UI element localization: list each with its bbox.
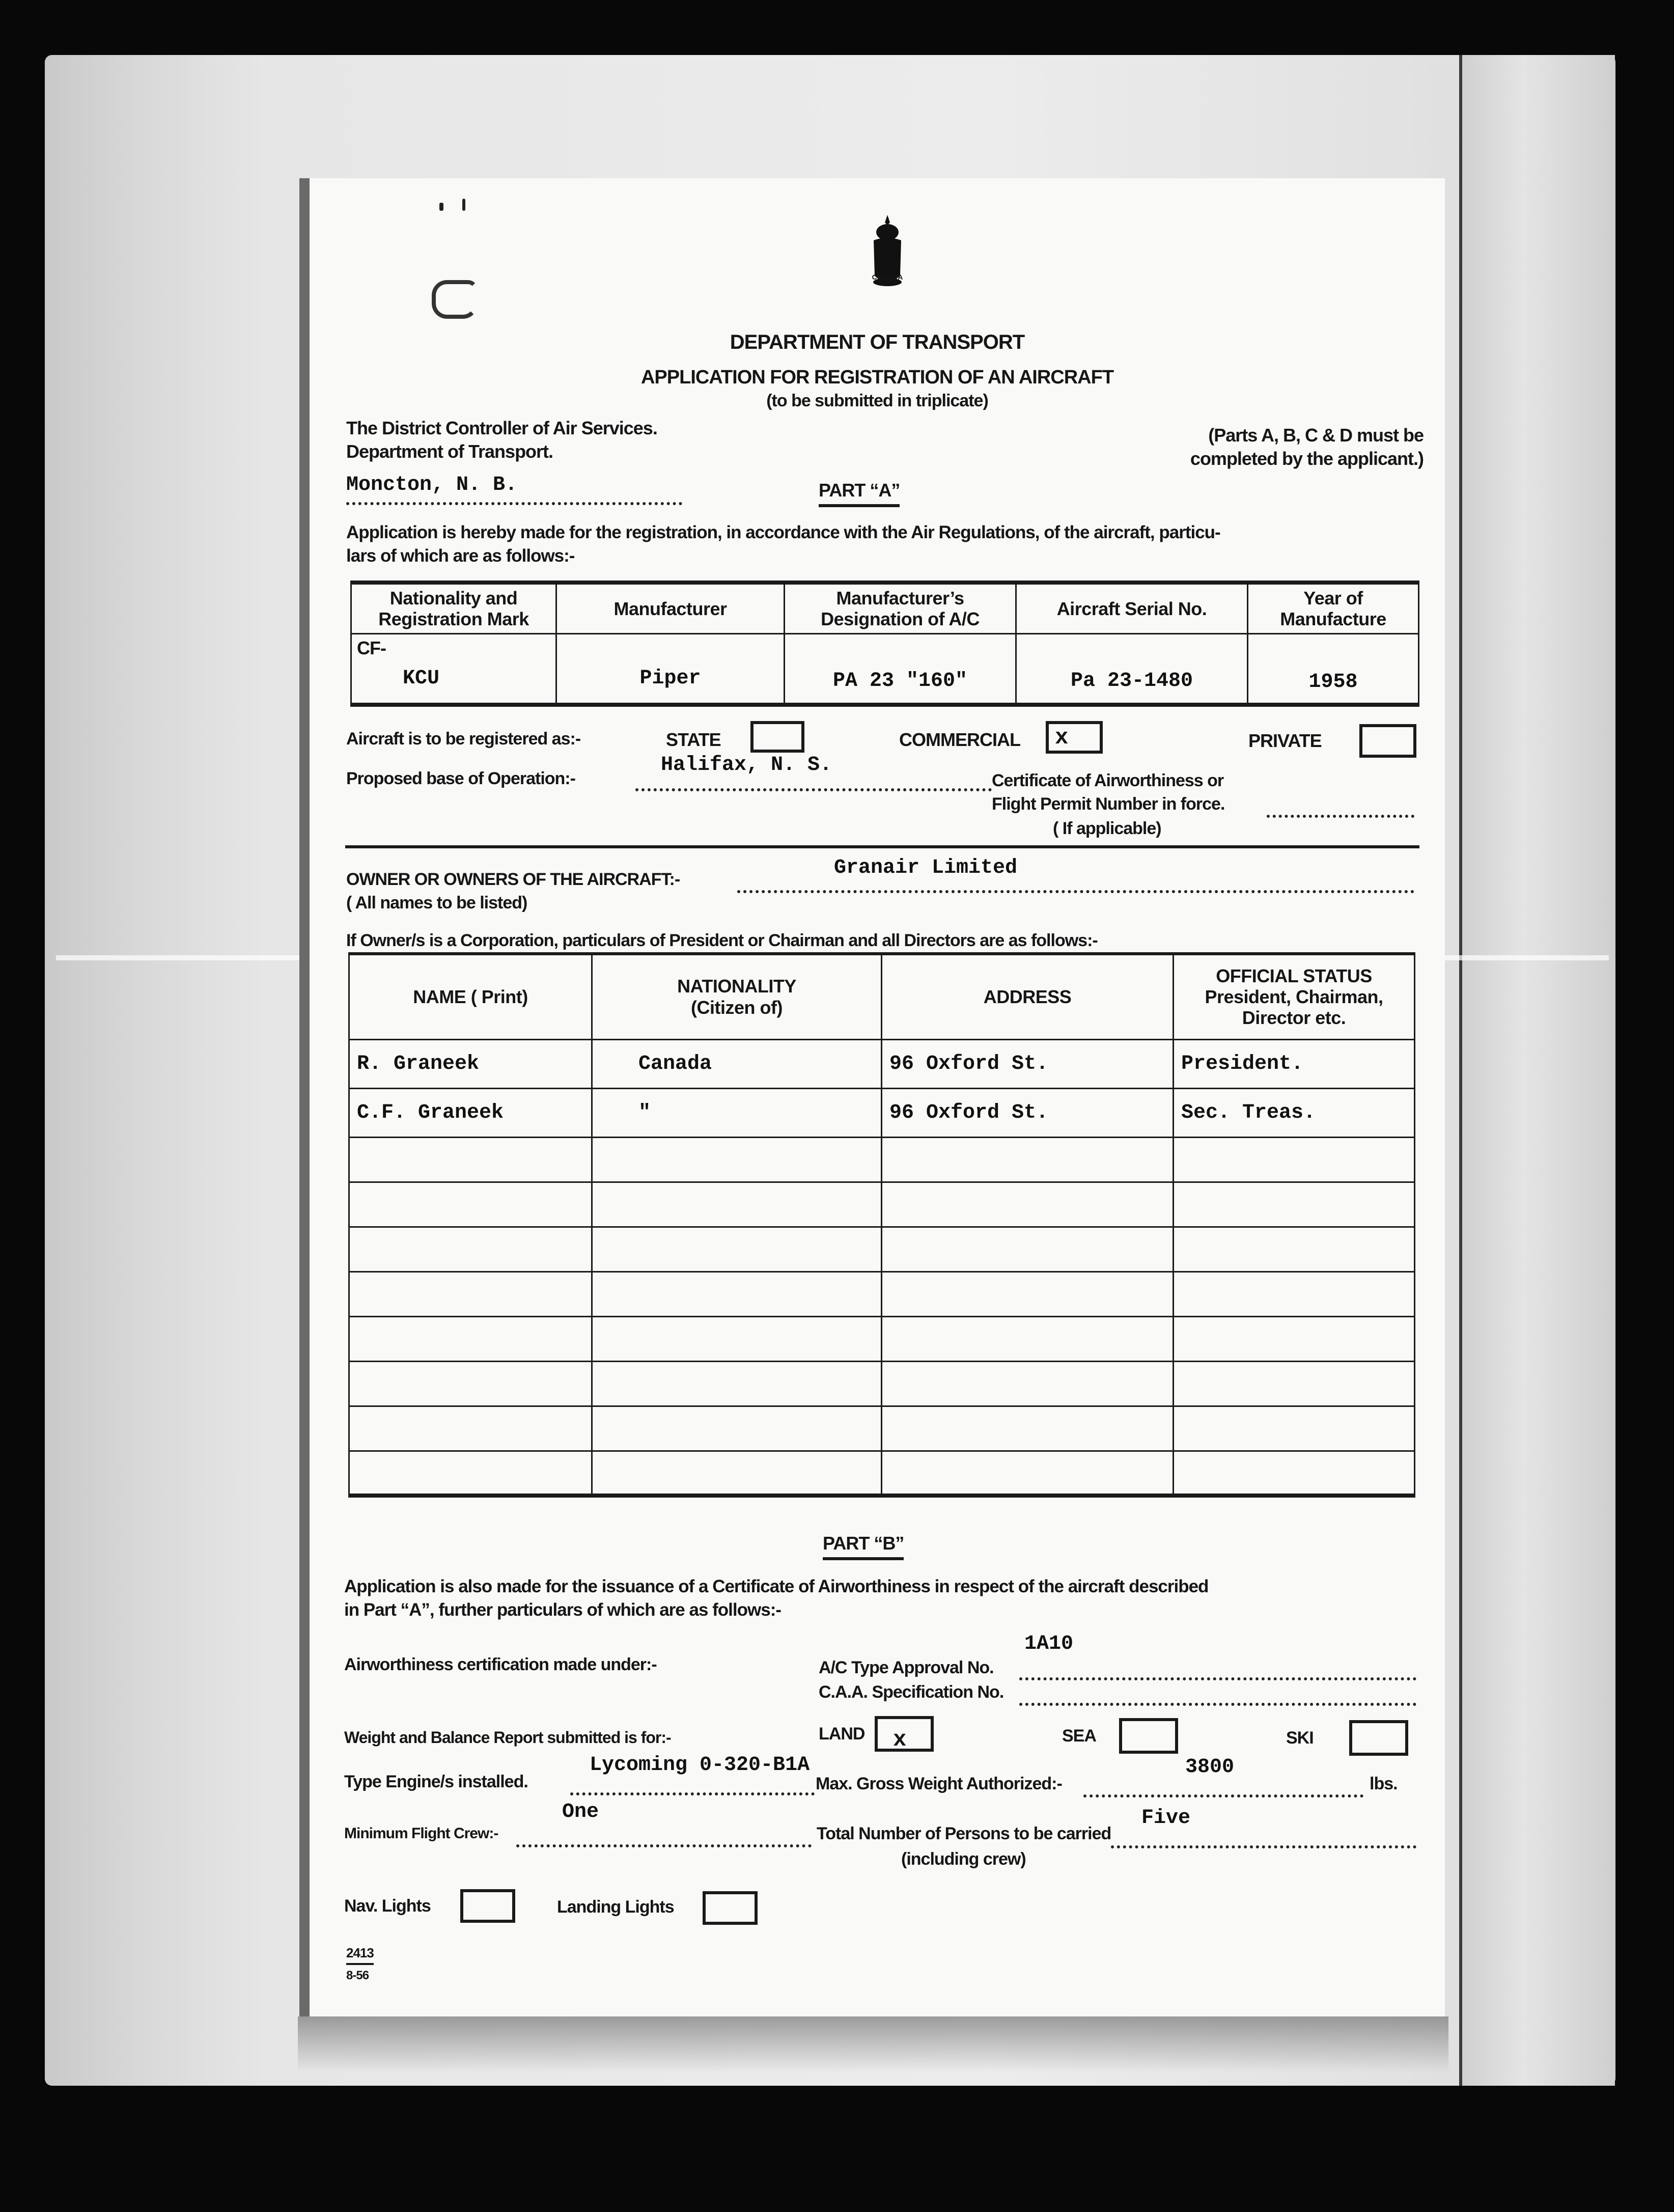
part-b-intro-line-2: in Part “A”, further particulars of which are as follows:-: [344, 1600, 781, 1620]
director-address-cell[interactable]: [882, 1361, 1174, 1406]
header-nationality-line-2: (Citizen of): [691, 997, 783, 1018]
stray-ink-marks: [462, 199, 465, 211]
director-nationality-cell[interactable]: [592, 1271, 882, 1316]
header-year: Year of Manufacture: [1248, 583, 1419, 633]
header-official-status: [1174, 954, 1415, 1039]
director-status-value: Sec. Treas.: [1181, 1101, 1316, 1124]
land-checkbox-mark: x: [893, 1727, 907, 1753]
director-row: [349, 1316, 1415, 1361]
gross-weight-field[interactable]: [1083, 1756, 1363, 1798]
director-nationality-value: Canada: [638, 1052, 712, 1075]
caa-spec-field[interactable]: [1019, 1680, 1416, 1706]
location-value: Moncton, N. B.: [346, 474, 518, 496]
serial-no-cell[interactable]: [1016, 633, 1248, 705]
director-address-cell[interactable]: [882, 1271, 1174, 1316]
director-row: [349, 1451, 1415, 1496]
header-address-line-1: ADDRESS: [983, 986, 1072, 1008]
commercial-checkbox-mark: x: [1055, 725, 1069, 751]
director-row: [349, 1137, 1415, 1182]
nav-lights-label: Nav. Lights: [344, 1896, 431, 1916]
type-approval-label: A/C Type Approval No.: [819, 1658, 994, 1677]
sea-checkbox[interactable]: [1119, 1718, 1178, 1754]
director-status-cell[interactable]: [1174, 1088, 1415, 1137]
director-nationality-cell[interactable]: [592, 1137, 882, 1182]
stray-ink-marks: [439, 203, 443, 211]
type-approval-field[interactable]: [1019, 1633, 1416, 1680]
header-status-line-2: President, Chairman,: [1205, 986, 1383, 1008]
form-title: APPLICATION FOR REGISTRATION OF AN AIRCRAFT: [640, 367, 1114, 388]
engine-label: Type Engine/s installed.: [344, 1772, 528, 1791]
director-name-value: R. Graneek: [357, 1052, 480, 1075]
header-status-line-3: Director etc.: [1242, 1007, 1346, 1029]
director-nationality-cell[interactable]: [592, 1361, 882, 1406]
land-label: LAND: [819, 1724, 865, 1744]
director-name-cell[interactable]: [349, 1406, 592, 1451]
scan-backing-right-strip: [1462, 55, 1615, 2086]
paper-clip-mark: [432, 280, 478, 319]
owners-field[interactable]: [737, 856, 1414, 893]
director-address-cell[interactable]: [882, 1406, 1174, 1451]
min-crew-field[interactable]: [516, 1801, 812, 1847]
director-status-cell[interactable]: [1174, 1137, 1415, 1182]
certificate-label-line-2: Flight Permit Number in force.: [992, 794, 1225, 814]
aircraft-particulars-table: [350, 580, 1419, 707]
director-name-cell[interactable]: [349, 1039, 592, 1088]
department-heading: DEPARTMENT OF TRANSPORT: [730, 331, 1025, 353]
year-cell[interactable]: [1248, 633, 1419, 705]
director-status-cell[interactable]: [1174, 1406, 1415, 1451]
director-name-cell[interactable]: [349, 1316, 592, 1361]
director-row: [349, 1182, 1415, 1227]
director-address-value: 96 Oxford St.: [889, 1052, 1049, 1075]
header-designation: Manufacturer’s Designation of A/C: [785, 583, 1016, 633]
landing-lights-label: Landing Lights: [557, 1897, 674, 1917]
director-status-cell[interactable]: [1174, 1182, 1415, 1227]
serial-no-value: Pa 23-1480: [1070, 670, 1193, 693]
part-b-heading: PART “B”: [823, 1533, 904, 1560]
director-status-cell[interactable]: [1174, 1316, 1415, 1361]
header-address: [882, 954, 1174, 1039]
director-row: [349, 1271, 1415, 1316]
base-of-operation-field[interactable]: [635, 754, 992, 791]
director-name-cell[interactable]: [349, 1088, 592, 1137]
header-name: [349, 954, 592, 1039]
director-nationality-cell[interactable]: [592, 1451, 882, 1496]
director-address-cell[interactable]: [882, 1039, 1174, 1088]
director-status-cell[interactable]: [1174, 1361, 1415, 1406]
designation-value: PA 23 "160": [832, 670, 968, 693]
parts-note-line-2: completed by the applicant.): [1190, 448, 1424, 469]
crest-label: CANADA: [872, 273, 903, 281]
landing-lights-checkbox[interactable]: [703, 1891, 758, 1925]
commercial-checkbox[interactable]: [1046, 721, 1103, 754]
director-status-cell[interactable]: [1174, 1271, 1415, 1316]
addressee-line-1: The District Controller of Air Services.: [346, 418, 657, 438]
registration-mark-cell[interactable]: [351, 633, 556, 705]
director-status-value: President.: [1181, 1052, 1304, 1075]
persons-label: Total Number of Persons to be carried: [817, 1824, 1111, 1843]
part-a-intro-line-2: lars of which are as follows:-: [346, 546, 575, 566]
certificate-number-field[interactable]: [1267, 796, 1414, 818]
certificate-label-line-1: Certificate of Airworthiness or: [992, 771, 1224, 790]
land-checkbox[interactable]: [875, 1716, 934, 1752]
director-status-cell[interactable]: [1174, 1451, 1415, 1496]
ski-checkbox[interactable]: [1349, 1720, 1408, 1756]
director-name-cell[interactable]: [349, 1137, 592, 1182]
nav-lights-checkbox[interactable]: [460, 1889, 515, 1923]
form-number: 2413: [346, 1945, 374, 1965]
director-status-cell[interactable]: [1174, 1227, 1415, 1271]
director-nationality-cell[interactable]: [592, 1406, 882, 1451]
certificate-note: ( If applicable): [1053, 819, 1161, 838]
director-address-cell[interactable]: [882, 1316, 1174, 1361]
sea-label: SEA: [1062, 1726, 1096, 1746]
type-approval-value: 1A10: [1024, 1633, 1074, 1655]
director-row: [349, 1406, 1415, 1451]
state-checkbox[interactable]: [750, 721, 804, 753]
min-crew-label: Minimum Flight Crew:-: [344, 1825, 498, 1842]
parts-note-line-1: (Parts A, B, C & D must be: [1208, 425, 1424, 446]
aircraft-table-row: [351, 633, 1419, 705]
director-name-cell[interactable]: [349, 1271, 592, 1316]
location-field[interactable]: [346, 474, 682, 505]
private-checkbox[interactable]: [1359, 724, 1416, 758]
director-nationality-value: ": [638, 1101, 651, 1124]
director-name-cell[interactable]: [349, 1451, 592, 1496]
min-crew-value: One: [562, 1801, 599, 1823]
engine-field[interactable]: [570, 1754, 815, 1795]
header-status-line-1: OFFICIAL STATUS: [1216, 965, 1372, 986]
private-label: PRIVATE: [1248, 730, 1322, 751]
director-address-value: 96 Oxford St.: [889, 1101, 1049, 1124]
director-row: [349, 1361, 1415, 1406]
part-b-intro-line-1: Application is also made for the issuance of a Certificate of Airworthiness in respect of the aircraft described: [344, 1577, 1209, 1596]
header-nationality: [592, 954, 882, 1039]
form-subtitle: (to be submitted in triplicate): [766, 391, 988, 410]
directors-intro: If Owner/s is a Corporation, particulars of President or Chairman and all Directors are as follows:-: [346, 931, 1098, 950]
manufacturer-value: Piper: [639, 667, 701, 690]
director-name-cell[interactable]: [349, 1227, 592, 1271]
directors-table: [348, 952, 1415, 1498]
director-name-cell[interactable]: [349, 1182, 592, 1227]
director-nationality-cell[interactable]: [592, 1227, 882, 1271]
sheet-shadow-left: [299, 178, 310, 2016]
ski-label: SKI: [1286, 1728, 1314, 1748]
nationality-prefix: CF-: [357, 637, 386, 658]
director-address-cell[interactable]: [882, 1182, 1174, 1227]
director-row: [349, 1039, 1415, 1088]
persons-note: (including crew): [901, 1849, 1026, 1869]
gross-weight-unit: lbs.: [1370, 1774, 1398, 1793]
director-address-cell[interactable]: [882, 1451, 1174, 1496]
state-label: STATE: [666, 729, 721, 750]
director-nationality-cell[interactable]: [592, 1182, 882, 1227]
base-of-operation-value: Halifax, N. S.: [661, 754, 832, 777]
persons-value: Five: [1141, 1807, 1191, 1830]
part-a-heading: PART “A”: [819, 480, 900, 507]
director-nationality-cell[interactable]: [592, 1039, 882, 1088]
part-a-intro-line-1: Application is hereby made for the registration, in accordance with the Air Regulations, of the aircraft, particu-: [346, 522, 1220, 542]
certification-label: Airworthiness certification made under:-: [344, 1655, 657, 1674]
director-status-cell[interactable]: [1174, 1039, 1415, 1088]
director-address-cell[interactable]: [882, 1137, 1174, 1182]
director-address-cell[interactable]: [882, 1088, 1174, 1137]
persons-field[interactable]: [1111, 1807, 1416, 1848]
owners-value: Granair Limited: [834, 856, 1018, 879]
application-form-sheet: [310, 178, 1445, 2016]
section-divider: [345, 845, 1419, 848]
commercial-label: COMMERCIAL: [899, 729, 1020, 750]
registration-type-label: Aircraft is to be registered as:-: [346, 729, 581, 749]
form-revision-date: 8-56: [346, 1969, 369, 1982]
director-name-cell[interactable]: [349, 1361, 592, 1406]
header-nationality-line-1: NATIONALITY: [677, 976, 796, 997]
gross-weight-label: Max. Gross Weight Authorized:-: [816, 1774, 1062, 1793]
header-registration-mark: Nationality and Registration Mark: [351, 583, 556, 633]
director-address-cell[interactable]: [882, 1227, 1174, 1271]
aircraft-table-header-row: [351, 583, 1419, 633]
weight-balance-label: Weight and Balance Report submitted is for:-: [344, 1728, 671, 1747]
gross-weight-value: 3800: [1185, 1756, 1235, 1779]
registration-mark-value: KCU: [403, 667, 440, 690]
director-name-value: C.F. Graneek: [357, 1101, 504, 1124]
owners-label: OWNER OR OWNERS OF THE AIRCRAFT:-: [346, 870, 680, 889]
director-row: [349, 1227, 1415, 1271]
director-nationality-cell[interactable]: [592, 1088, 882, 1137]
scan-fold-line: [1459, 55, 1462, 2086]
director-nationality-cell[interactable]: [592, 1316, 882, 1361]
year-value: 1958: [1308, 671, 1358, 694]
header-name-line-1: NAME ( Print): [413, 986, 528, 1008]
owners-note: ( All names to be listed): [346, 893, 527, 913]
director-row: [349, 1088, 1415, 1137]
manufacturer-cell[interactable]: [556, 633, 785, 705]
directors-table-header-row: [349, 954, 1415, 1039]
addressee-line-2: Department of Transport.: [346, 441, 553, 462]
base-of-operation-label: Proposed base of Operation:-: [346, 769, 575, 788]
caa-spec-label: C.A.A. Specification No.: [819, 1682, 1004, 1702]
engine-value: Lycoming 0-320-B1A: [590, 1754, 810, 1777]
header-serial-no: Aircraft Serial No.: [1016, 583, 1248, 633]
sheet-shadow-bottom: [298, 2016, 1448, 2072]
header-manufacturer: Manufacturer: [556, 583, 785, 633]
designation-cell[interactable]: [785, 633, 1016, 705]
